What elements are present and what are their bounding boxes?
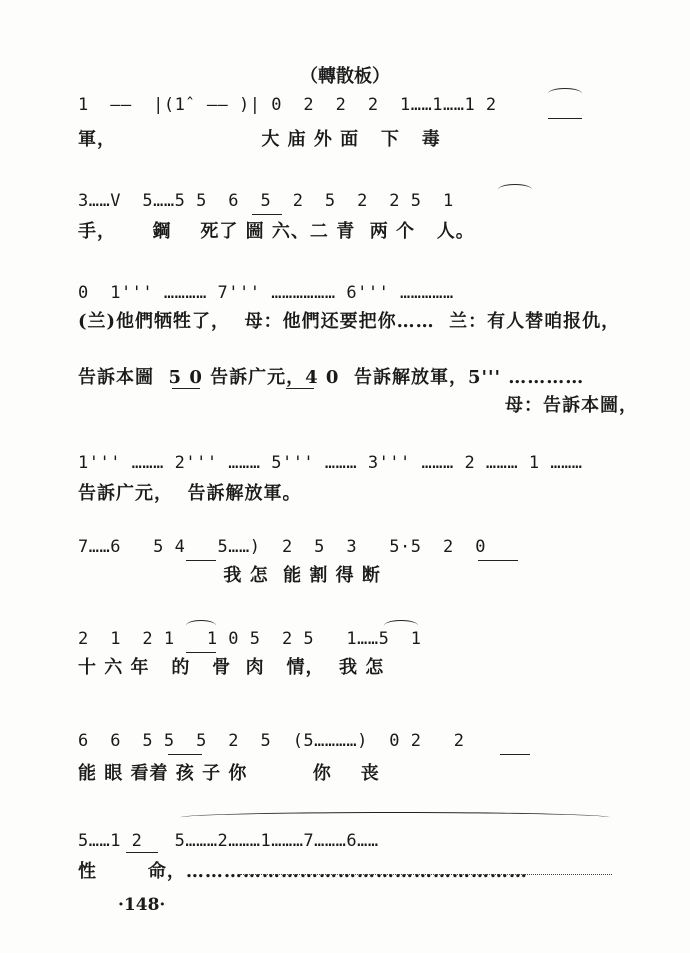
beam-mark xyxy=(126,852,158,853)
lyric-line-10: 性 命，……………………………………………… xyxy=(78,861,528,882)
lyric-line-4: 告訴本圌 5 0 告訴广元，4 0 告訴解放軍，5''' ………… xyxy=(78,367,585,388)
beam-mark xyxy=(478,560,518,561)
beam-mark xyxy=(172,388,200,389)
lyric-line-2: 手， 鋼 死了 圌 六、二 青 两 个 人。 xyxy=(78,221,475,242)
beam-mark xyxy=(168,754,202,755)
notation-line-9: 5……1 2 5………2………1………7………6…… xyxy=(78,831,379,851)
slur-mark xyxy=(180,812,610,823)
beam-mark xyxy=(186,560,216,561)
slur-mark xyxy=(186,620,216,631)
lyric-line-9: 能 眼 看着 孩 子 你 你 丧 xyxy=(78,763,380,784)
beam-mark xyxy=(548,118,582,119)
beam-mark xyxy=(252,214,282,215)
lyric-line-5: 母：告訴本圌， xyxy=(505,395,638,416)
notation-line-7: 2 1 2 1 1 0 5 2 5 1……5 1 xyxy=(78,629,422,649)
slur-mark xyxy=(384,620,418,631)
lyric-line-3: (兰)他們牺牲了， 母：他們还要把你…… 兰：有人替咱报仇， xyxy=(78,311,621,332)
notation-line-3: 0 1''' ………… 7''' ……………… 6''' …………… xyxy=(78,283,454,303)
lyric-line-1: 軍， 大 庙 外 面 下 毒 xyxy=(78,129,441,150)
slur-mark xyxy=(548,88,582,99)
beam-mark xyxy=(186,652,216,653)
lyric-line-8: 十 六 年 的 骨 肉 情， 我 怎 xyxy=(78,657,385,678)
lyric-line-6: 告訴广元， 告訴解放軍。 xyxy=(78,483,302,504)
beam-mark xyxy=(500,754,530,755)
lyric-line-7: 我 怎 能 割 得 断 xyxy=(78,565,381,586)
section-title: （轉散板） xyxy=(300,66,390,87)
beam-mark xyxy=(286,388,314,389)
notation-line-1: 1 —— |(1̂ —— )| 0 2 2 2 1……1……1 2 xyxy=(78,95,497,115)
notation-line-5: 1''' ……… 2''' ……… 5''' ……… 3''' ……… 2 ……… 1 ……… xyxy=(78,453,583,473)
notation-line-2: 3……V 5……5 5 6 5 2 5 2 2 5 1 xyxy=(78,191,454,211)
notation-line-8: 6 6 5 5 5 2 5 (5…………) 0 2 2 xyxy=(78,731,465,751)
page-number: ·148· xyxy=(118,895,166,915)
continuation-dots xyxy=(240,874,612,875)
notation-line-6: 7……6 5 4 5……) 2 5 3 5·5 2 0 xyxy=(78,537,486,557)
slur-mark xyxy=(498,184,532,195)
